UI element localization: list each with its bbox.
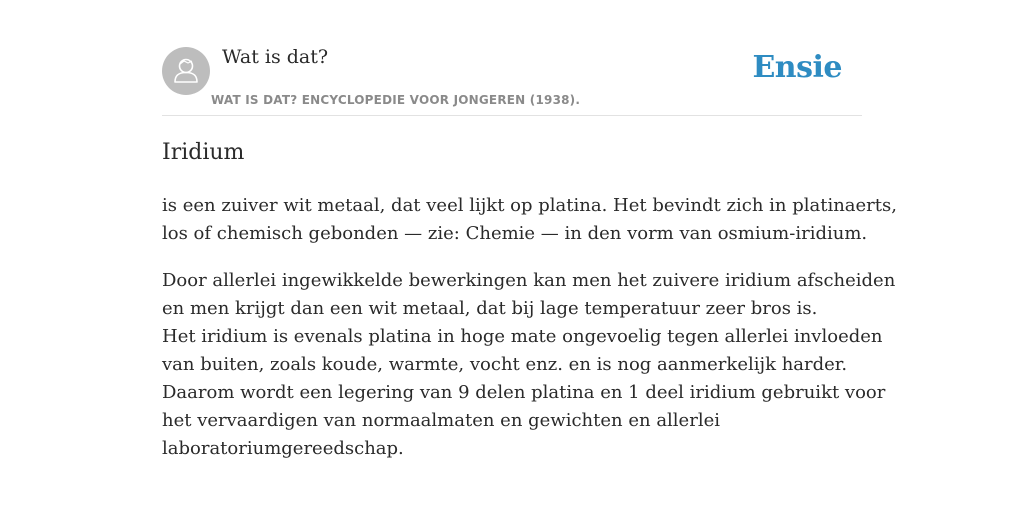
text-line: Door allerlei ingewikkelde bewerkingen kan men het zuivere iridium afscheiden [162,270,896,291]
text-line: en men krijgt dan een wit metaal, dat bij lage temperatuur zeer bros is. [162,298,818,319]
text-line: laboratoriumgereedschap. [162,438,404,459]
user-silhouette-icon[interactable] [162,47,210,95]
text-line: is een zuiver wit metaal, dat veel lijkt op platina. Het bevindt zich in platinaerts, [162,195,897,216]
paragraph-1 [162,192,897,248]
source-subtitle: WAT IS DAT? ENCYCLOPEDIE VOOR JONGEREN (1938). [211,93,581,107]
text-line: Daarom wordt een legering van 9 delen platina en 1 deel iridium gebruikt voor [162,382,886,403]
avatar-svg [162,47,210,95]
paragraph-2 [162,267,896,463]
text-line: Het iridium is evenals platina in hoge mate ongevoelig tegen allerlei invloeden [162,326,883,347]
text-line: los of chemisch gebonden — zie: Chemie — in den vorm van osmium-iridium. [162,223,868,244]
source-name-link[interactable]: Wat is dat? [222,46,329,68]
brand-logo[interactable]: Ensie [752,50,842,85]
text-line: het vervaardigen van normaalmaten en gewichten en allerlei [162,410,720,431]
header-divider [162,115,862,116]
entry-body [162,192,897,482]
entry-term-title: Iridium [162,140,245,165]
text-line: van buiten, zoals koude, warmte, vocht enz. en is nog aanmerkelijk harder. [162,354,848,375]
entry-card [162,0,897,512]
